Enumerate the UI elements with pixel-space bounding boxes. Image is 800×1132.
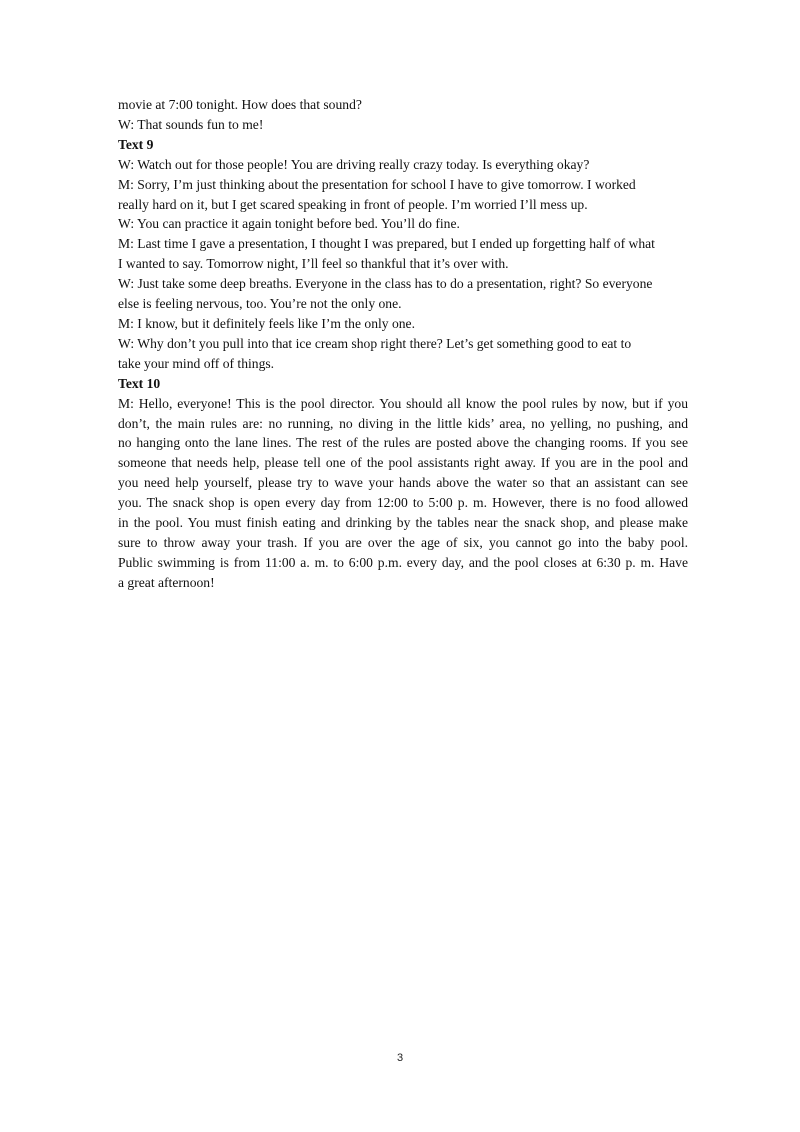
text-line: you. The snack shop is open every day from 12:00 to 5:00 p. m. However, there is no food allowed xyxy=(118,495,688,511)
text-line: I wanted to say. Tomorrow night, I’ll feel so thankful that it’s over with. xyxy=(118,256,509,272)
text-line: W: Why don’t you pull into that ice cream shop right there? Let’s get something good to eat to xyxy=(118,335,632,351)
text-line: M: Hello, everyone! This is the pool director. You should all know the pool rules by now, but if you xyxy=(118,395,688,411)
text-line: else is feeling nervous, too. You’re not the only one. xyxy=(118,296,402,312)
text-line: M: Sorry, I’m just thinking about the presentation for school I have to give tomorrow. I worked xyxy=(118,176,636,192)
text-line: you need help yourself, please try to wave your hands above the water so that an assistant can see xyxy=(118,475,688,491)
text-line: in the pool. You must finish eating and drinking by the tables near the snack shop, and please make xyxy=(118,515,688,531)
text-line: a great afternoon! xyxy=(118,574,215,590)
text-line: really hard on it, but I get scared speaking in front of people. I’m worried I’ll mess up. xyxy=(118,196,588,212)
text-line: Public swimming is from 11:00 a. m. to 6:00 p.m. every day, and the pool closes at 6:30 p. m. Have xyxy=(118,554,688,570)
text-line: W: Just take some deep breaths. Everyone in the class has to do a presentation, right? So everyone xyxy=(118,276,653,292)
text-line: no hanging onto the lane lines. The rest of the rules are posted above the changing rooms. If you see xyxy=(118,435,688,451)
text-line: W: That sounds fun to me! xyxy=(118,116,264,132)
text-line: W: You can practice it again tonight before bed. You’ll do fine. xyxy=(118,216,460,232)
section-heading: Text 10 xyxy=(118,375,161,391)
text-line: don’t, the main rules are: no running, no diving in the little kids’ area, no yelling, no pushing, and xyxy=(118,415,688,431)
text-line: M: I know, but it definitely feels like I’m the only one. xyxy=(118,315,415,331)
text-line: M: Last time I gave a presentation, I thought I was prepared, but I ended up forgetting half of what xyxy=(118,236,655,252)
text-line: take your mind off of things. xyxy=(118,355,275,371)
text-line: W: Watch out for those people! You are driving really crazy today. Is everything okay? xyxy=(118,156,590,172)
text-line: movie at 7:00 tonight. How does that sound? xyxy=(118,97,362,112)
text-line: sure to throw away your trash. If you are over the age of six, you cannot go into the baby pool. xyxy=(118,534,688,550)
page-number: 3 xyxy=(396,1052,404,1064)
text-line: someone that needs help, please tell one of the pool assistants right away. If you are in the pool and xyxy=(118,455,688,471)
page-content xyxy=(118,95,688,593)
section-heading: Text 9 xyxy=(118,136,154,152)
